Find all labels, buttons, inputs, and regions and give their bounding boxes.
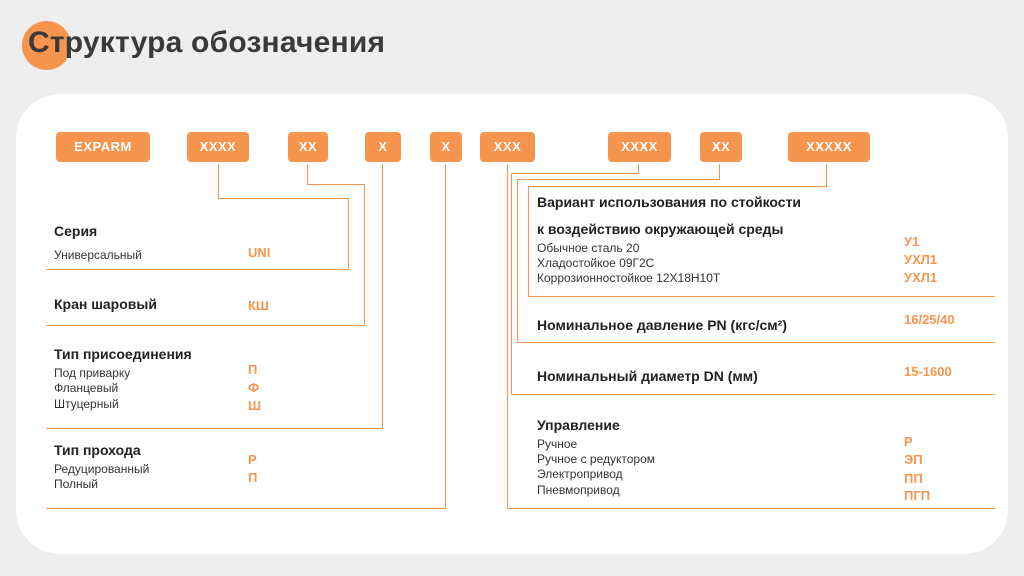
- variant-item-1: Обычное сталь 20: [537, 241, 640, 255]
- prohod-value-1: Р: [248, 452, 257, 467]
- prohod-item-2: Полный: [54, 477, 98, 491]
- seriya-value: UNI: [248, 245, 271, 260]
- variant-value-3: УХЛ1: [904, 270, 938, 285]
- variant-value-2: УХЛ1: [904, 252, 938, 267]
- upr-value-4: ПГП: [904, 488, 931, 503]
- code-exparm: EXPARM: [56, 132, 150, 162]
- upr-item-2: Ручное с редуктором: [537, 452, 656, 466]
- code-kran: XX: [288, 132, 328, 162]
- kran-value: КШ: [248, 298, 269, 313]
- code-pn: XX: [700, 132, 742, 162]
- prohod-item-1: Редуцированный: [54, 462, 150, 476]
- pn-heading: Номинальное давление PN (кгс/см²): [537, 317, 787, 333]
- prisoed-item-2: Фланцевый: [54, 381, 119, 395]
- variant-item-2: Хладостойкое 09Г2С: [537, 256, 655, 270]
- variant-value-1: У1: [904, 234, 920, 249]
- prisoed-value-2: Ф: [248, 380, 260, 395]
- variant-heading-2: к воздействию окружающей среды: [537, 221, 784, 237]
- code-variant: XXXXX: [788, 132, 870, 162]
- upr-value-1: Р: [904, 434, 913, 449]
- code-prisoed: X: [365, 132, 401, 162]
- upr-value-2: ЭП: [904, 452, 923, 467]
- upr-item-3: Электропривод: [537, 467, 623, 481]
- seriya-heading: Серия: [54, 223, 98, 239]
- code-prohod: X: [430, 132, 462, 162]
- kran-heading: Кран шаровый: [54, 296, 157, 312]
- upr-item-1: Ручное: [537, 437, 578, 451]
- prohod-heading: Тип прохода: [54, 442, 141, 458]
- prisoed-heading: Тип присоединения: [54, 346, 192, 362]
- dn-heading: Номинальный диаметр DN (мм): [537, 368, 758, 384]
- variant-heading-1: Вариант использования по стойкости: [537, 194, 802, 210]
- prisoed-value-3: Ш: [248, 398, 262, 413]
- prisoed-value-1: П: [248, 362, 258, 377]
- pn-value: 16/25/40: [904, 312, 955, 327]
- code-upr: XXX: [480, 132, 535, 162]
- code-dn: XXXX: [608, 132, 671, 162]
- variant-item-3: Коррозионностойкое 12Х18Н10Т: [537, 271, 721, 285]
- dn-value: 15-1600: [904, 364, 952, 379]
- page-title: Структура обозначения: [28, 26, 386, 59]
- upr-heading: Управление: [537, 417, 620, 433]
- prisoed-item-3: Штуцерный: [54, 397, 119, 411]
- upr-value-3: ПП: [904, 471, 923, 486]
- prohod-value-2: П: [248, 470, 258, 485]
- code-series: XXXX: [187, 132, 249, 162]
- upr-item-4: Пневмопривод: [537, 483, 620, 497]
- seriya-item: Универсальный: [54, 248, 142, 262]
- prisoed-item-1: Под приварку: [54, 366, 131, 380]
